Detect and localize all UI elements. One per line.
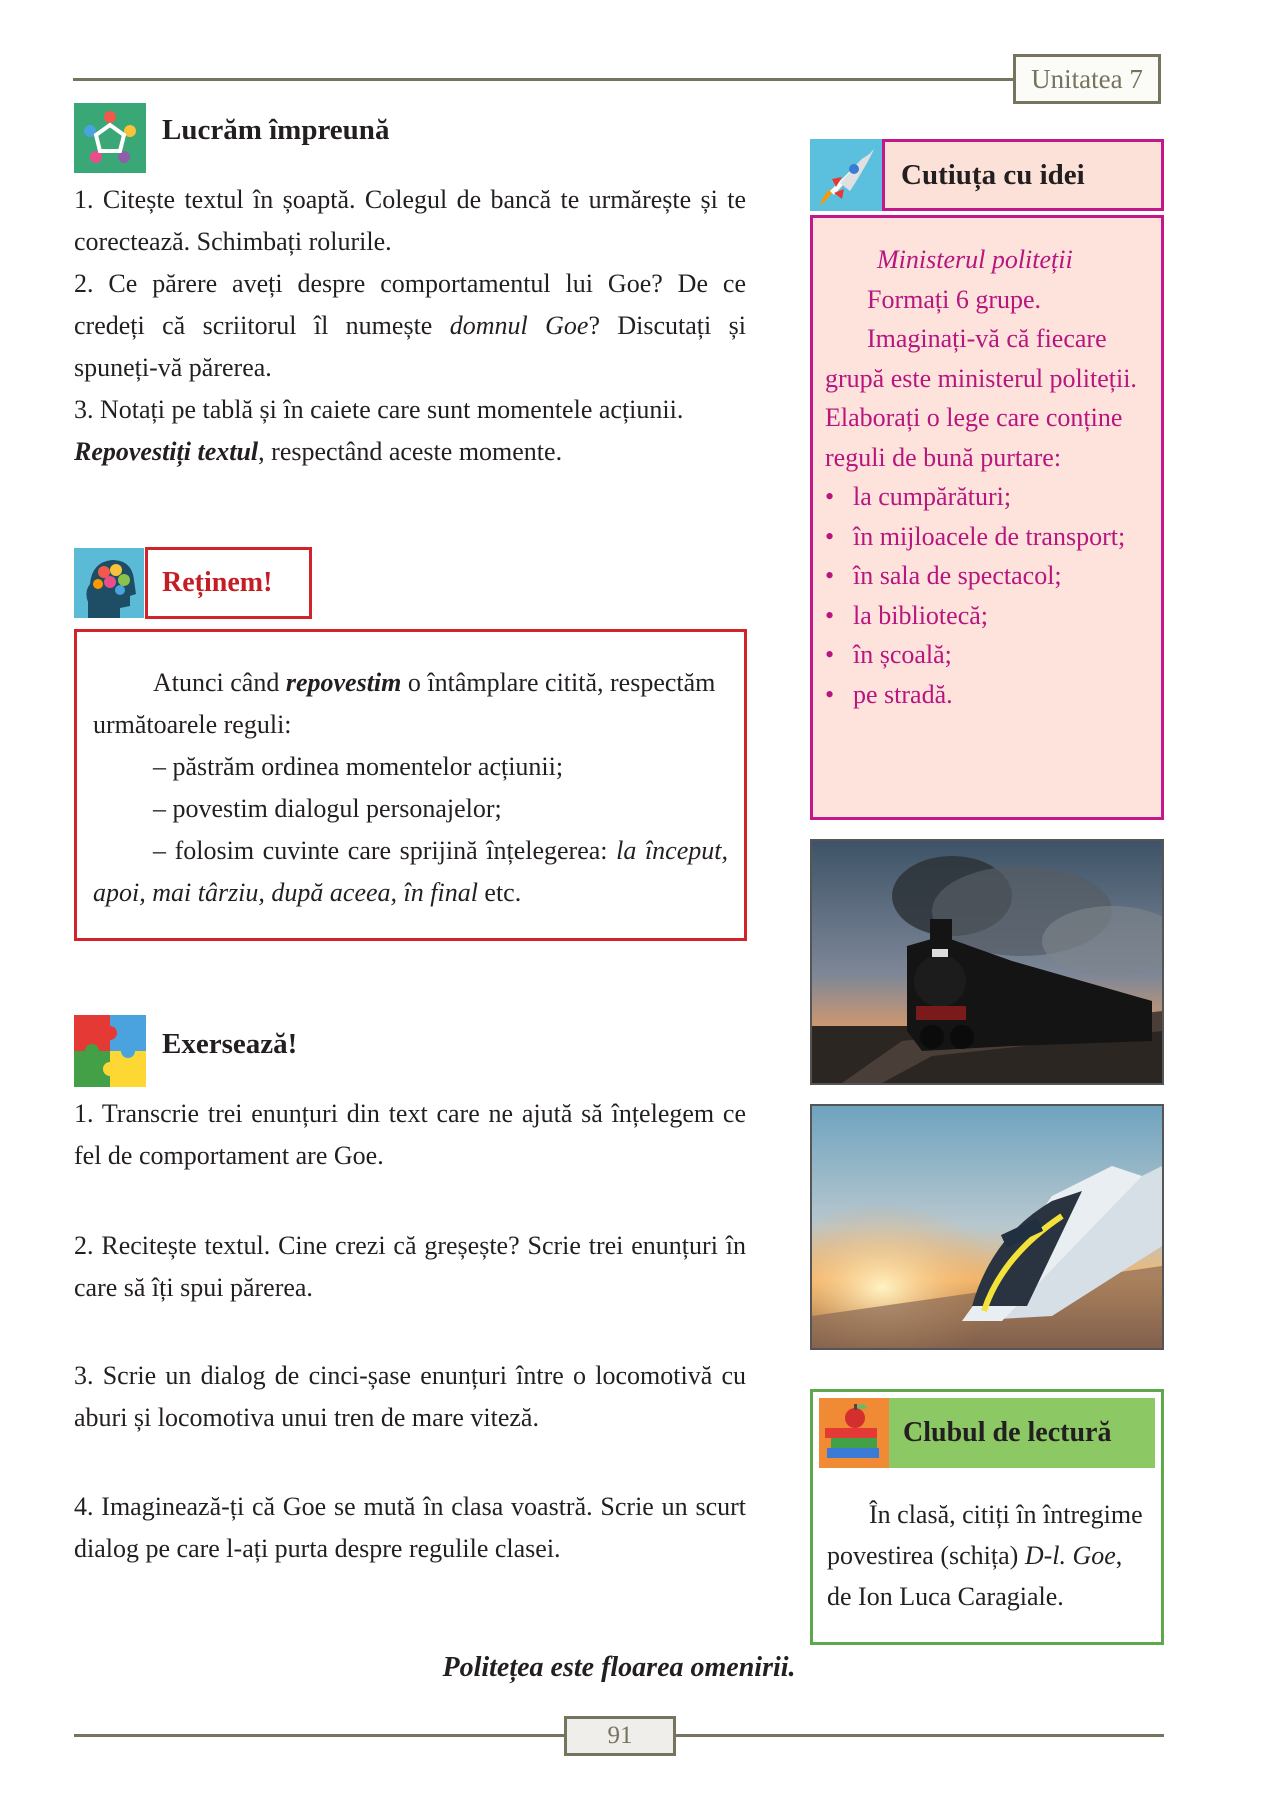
ideas-subtitle: Ministerul politeții	[877, 245, 1073, 274]
reading-club-box	[810, 1389, 1164, 1645]
ideas-title: Cutiuța cu idei	[882, 139, 1164, 211]
ideas-list	[825, 477, 1149, 714]
reading-club-text-start: În clasă, citiți în întregime povestirea (schița)	[827, 1500, 1143, 1570]
puzzle-icon	[74, 1015, 146, 1087]
reading-club-text-end: , de Ion Luca Caragiale.	[827, 1541, 1123, 1611]
motto: Politețea este floarea omenirii.	[442, 1652, 796, 1683]
remember-rule-last-italic: la început, apoi, mai târziu, după aceea, în final	[93, 836, 728, 907]
ideas-line-1: Formați 6 grupe.	[867, 284, 1042, 314]
remember-title: Reținem!	[145, 547, 312, 619]
ideas-list-item: • în sala de spectacol;	[825, 556, 1149, 596]
remember-rule: – povestim dialogul personajelor;	[153, 794, 502, 823]
remember-intro-end: o întâmplare citită, respectăm următoarele reguli:	[93, 668, 716, 739]
unit-label: Unitatea 7	[1013, 54, 1161, 104]
exercise-item-4: 4. Imaginează-ți că Goe se mută în clasa voastră. Scrie un scurt dialog pe care l-ați purta despre regulile clasei.	[74, 1492, 746, 1563]
exercise-title: Exersează!	[162, 1028, 298, 1060]
page-number: 91	[564, 1716, 676, 1756]
high-speed-train-photo	[810, 1104, 1164, 1350]
reading-club-title: Clubul de lectură	[889, 1398, 1155, 1468]
ideas-box	[810, 215, 1164, 820]
teamwork-item-4	[74, 431, 746, 473]
ideas-list-item: • pe stradă.	[825, 675, 1149, 715]
remember-rule-last-start: – folosim cuvinte care sprijină înțelegerea:	[153, 836, 617, 865]
reading-club-book-title: D-l. Goe	[1024, 1541, 1116, 1570]
teamwork-item-2-italic: domnul Goe	[449, 311, 589, 340]
books-icon	[819, 1398, 889, 1468]
remember-rule: – păstrăm ordinea momentelor acțiunii;	[153, 752, 564, 781]
teamwork-item-2-end: ? Discutați și spuneți-vă părerea.	[74, 311, 746, 382]
footer-rule-right	[674, 1734, 1164, 1737]
header-rule	[73, 78, 1013, 81]
teamwork-item-1: 1. Citește textul în șoaptă. Colegul de bancă te urmărește și te corectează. Schimbați rolurile.	[74, 185, 746, 256]
rocket-icon	[810, 139, 882, 211]
ideas-line-2: Imaginați-vă că fiecare grupă este ministerul politeții. Elaborați o lege care conține reguli de bună purtare:	[825, 324, 1137, 472]
remember-intro	[93, 662, 728, 746]
exercise-item-1: 1. Transcrie trei enunțuri din text care ne ajută să înțelegem ce fel de comportament are Goe.	[74, 1099, 746, 1170]
remember-rule-last-end: etc.	[477, 878, 522, 907]
ideas-list-item: • la cumpărături;	[825, 477, 1149, 517]
teamwork-item-4-bold: Repovestiți textul	[74, 437, 259, 466]
teamwork-item-4-text: , respectând aceste momente.	[258, 437, 563, 466]
teamwork-icon	[74, 103, 146, 173]
remember-box	[74, 629, 747, 941]
ideas-list-item: • în mijloacele de transport;	[825, 517, 1149, 557]
ideas-list-item: • în școală;	[825, 635, 1149, 675]
remember-keyword: repovestim	[285, 668, 402, 697]
teamwork-item-2-text: 2. Ce părere aveți despre comportamentul lui Goe? De ce credeți că scriitorul îl numește	[74, 269, 746, 340]
teamwork-item-3: 3. Notați pe tablă și în caiete care sunt momentele acțiunii.	[74, 395, 684, 424]
brain-icon	[74, 548, 144, 618]
ideas-list-item: • la bibliotecă;	[825, 596, 1149, 636]
teamwork-text	[74, 179, 746, 473]
teamwork-title: Lucrăm împreună	[162, 114, 390, 146]
exercise-item-3: 3. Scrie un dialog de cinci-șase enunțuri între o locomotivă cu aburi și locomotiva unui tren de mare viteză.	[74, 1361, 746, 1432]
teamwork-item-2	[74, 263, 746, 389]
steam-train-photo	[810, 839, 1164, 1085]
reading-club-text	[813, 1494, 1165, 1617]
remember-rule-last	[93, 830, 728, 914]
remember-intro-start: Atunci când	[153, 668, 286, 697]
exercise-item-2: 2. Recitește textul. Cine crezi că greșește? Scrie trei enunțuri în care să îți spui părerea.	[74, 1231, 746, 1302]
footer-rule-left	[74, 1734, 564, 1737]
